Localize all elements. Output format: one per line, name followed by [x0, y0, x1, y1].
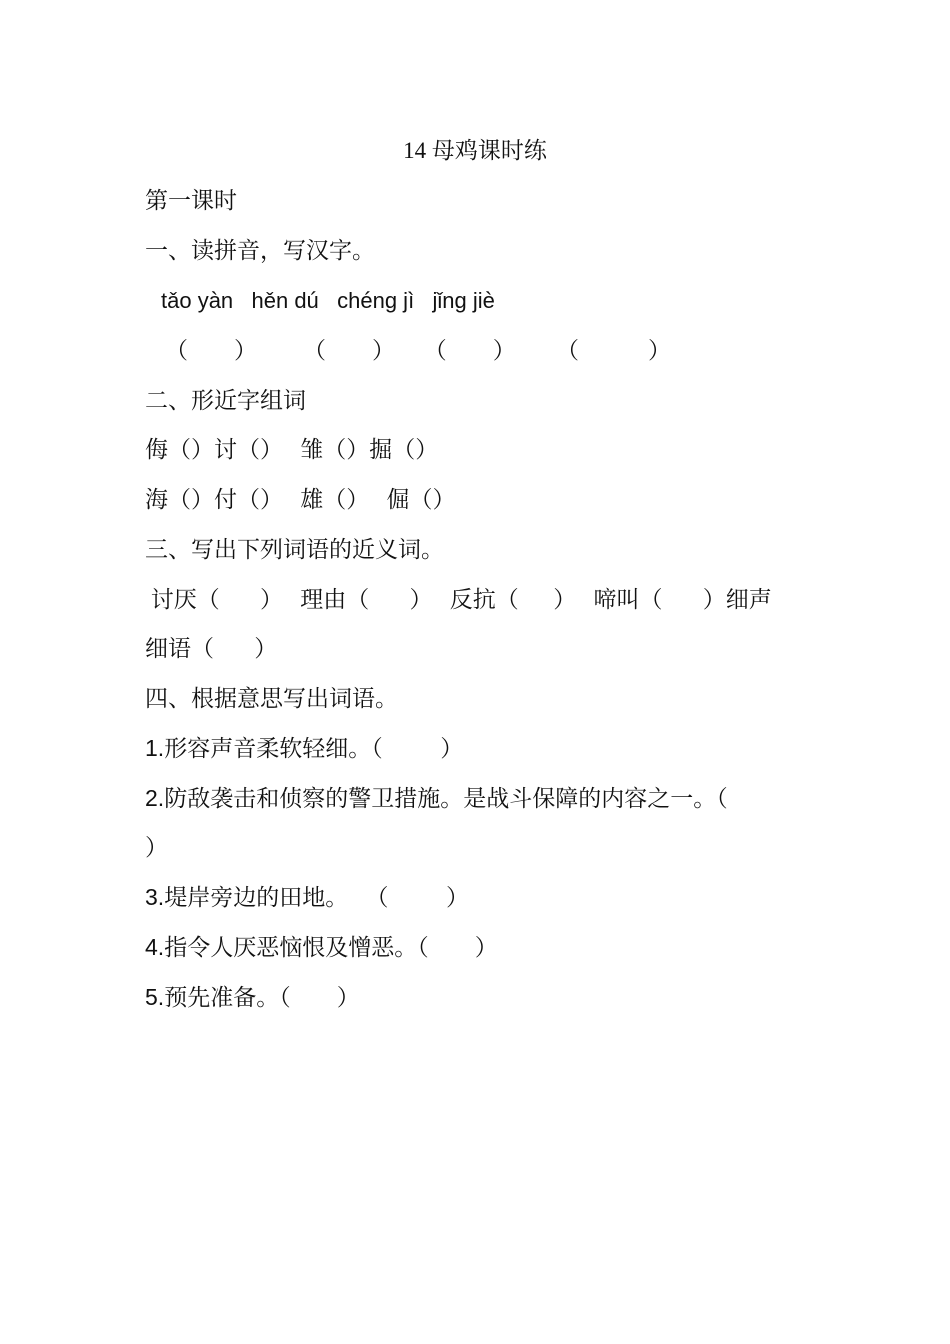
item-text: 指令人厌恶恼恨及憎恶。（ ）: [164, 935, 498, 960]
definition-item-3: [145, 882, 469, 913]
section4-heading: 四、根据意思写出词语。: [145, 686, 398, 711]
answer-blanks-row: （ ） （ ） （ ） （ ）: [165, 338, 671, 363]
definition-item-2-continued: [145, 832, 168, 863]
similar-chars-row-2: 海（）付（） 雄（） 倔（）: [145, 487, 456, 512]
section1-heading: 一、读拼音，写汉字。: [145, 238, 375, 263]
similar-chars-row-1: 侮（）讨（） 雏（）掘（）: [145, 437, 439, 462]
definition-item-5: [145, 982, 360, 1013]
synonyms-line-2: 细语（ ）: [145, 636, 278, 661]
item-number: 1.: [145, 735, 165, 761]
page-title: 14 母鸡课时练: [403, 138, 547, 163]
item-text: 预先准备。（ ）: [164, 985, 360, 1010]
pinyin-row: tǎo yàn hěn dú chéng jì jǐng jiè: [161, 288, 495, 313]
item-number: 2.: [145, 785, 165, 811]
lesson-label: 第一课时: [145, 188, 237, 213]
item-text: 防敌袭击和侦察的警卫措施。是战斗保障的内容之一。（: [164, 786, 728, 811]
item-text: 堤岸旁边的田地。 （ ）: [164, 885, 469, 910]
section2-heading: 二、形近字组词: [145, 388, 306, 413]
item-number: 5.: [145, 984, 165, 1010]
definition-item-4: [145, 932, 498, 963]
item-number: 3.: [145, 884, 165, 910]
section3-heading: 三、写出下列词语的近义词。: [145, 537, 444, 562]
item-text: 形容声音柔软轻细。（ ）: [164, 736, 464, 761]
item-text: ）: [145, 835, 168, 860]
definition-item-1: [145, 733, 463, 764]
item-number: 4.: [145, 934, 165, 960]
synonyms-line-1: 讨厌（ ） 理由（ ） 反抗（ ） 啼叫（ ）细声: [145, 587, 772, 612]
definition-item-2: [145, 783, 728, 814]
